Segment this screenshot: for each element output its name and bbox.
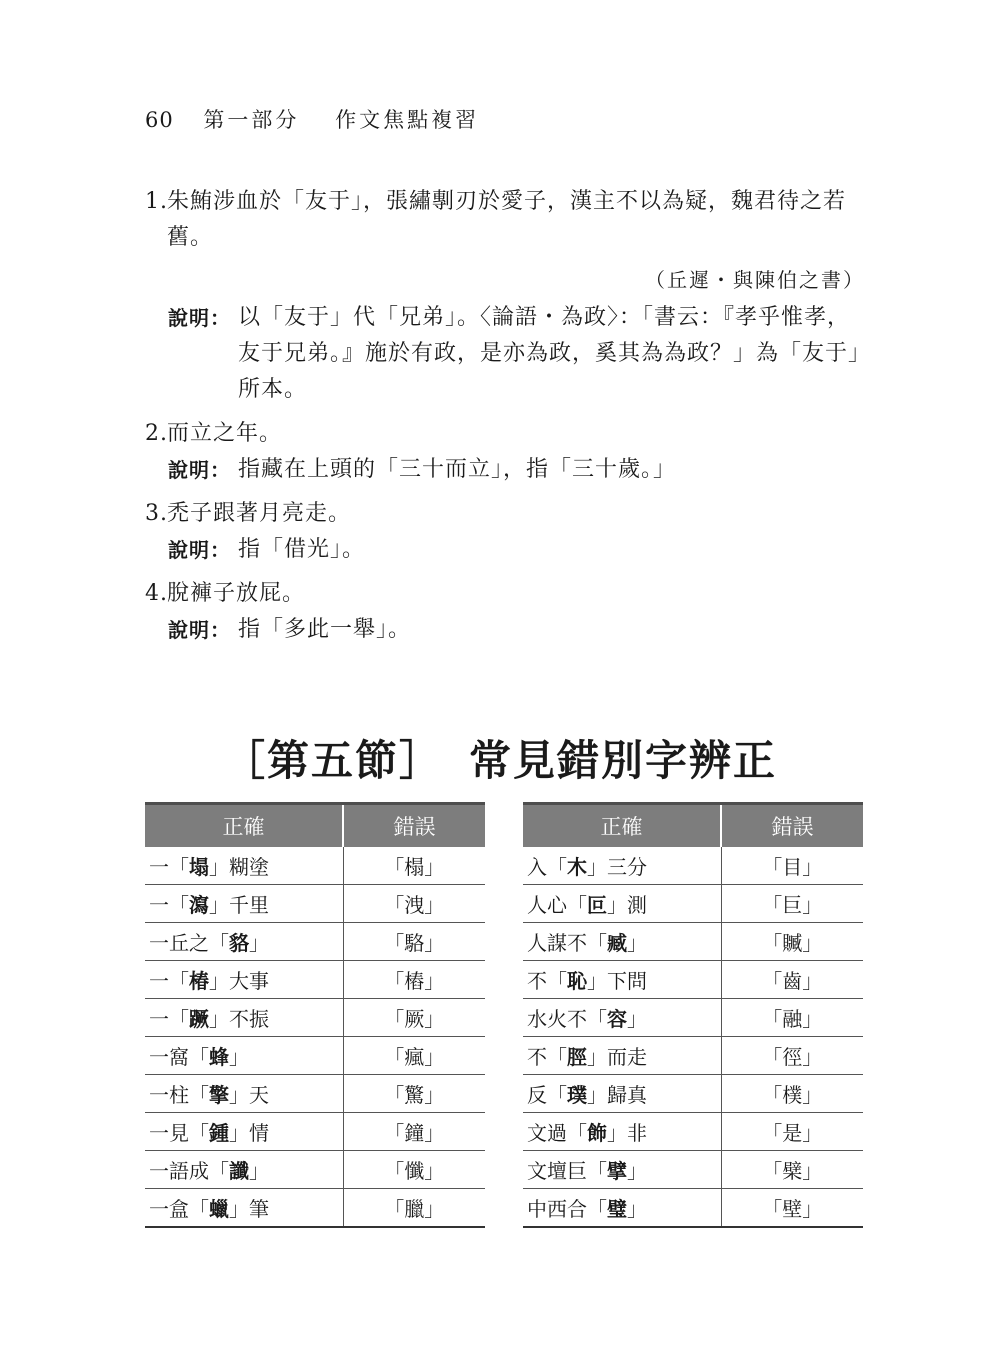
correct-phrase [145,1113,343,1151]
wrong-character: 「樸」 [721,1075,863,1113]
phrase-suffix: 」非 [607,1121,647,1145]
wrong-character: 「是」 [721,1113,863,1151]
table-row [145,961,485,999]
example-list [145,184,865,650]
correct-phrase [145,1075,343,1113]
key-character: 容 [607,1007,627,1031]
explanation-label: 說明： [168,618,231,642]
phrase-suffix: 」大事 [209,969,269,993]
explanation [145,532,865,568]
table-row [523,847,863,885]
key-character: 椿 [189,969,209,993]
key-character: 貉 [229,931,249,955]
phrase-prefix: 反「 [527,1083,567,1107]
key-character: 蠟 [209,1197,229,1221]
phrase-suffix: 」 [249,931,269,955]
column-header-correct: 正確 [523,804,721,848]
key-character: 璧 [607,1197,627,1221]
table-row [145,1075,485,1113]
wrong-character: 「檗」 [721,1151,863,1189]
phrase-prefix: 不「 [527,969,567,993]
chapter-topic: 作文焦點複習 [335,108,480,132]
table-row [523,1075,863,1113]
table-row [523,1113,863,1151]
phrase-prefix: 一「 [149,855,189,879]
correct-phrase [145,1151,343,1189]
table-row [145,1113,485,1151]
correct-phrase [145,1189,343,1228]
explanation-label: 說明： [168,538,231,562]
table-row [145,1037,485,1075]
item-number: 4. [145,581,168,606]
table-row [145,923,485,961]
explanation [145,612,865,648]
phrase-suffix: 」千里 [209,893,269,917]
phrase-suffix: 」三分 [587,855,647,879]
key-character: 脛 [567,1045,587,1069]
typo-table-left [145,802,485,1228]
section-heading [0,728,1000,788]
phrase-prefix: 文壇巨「 [527,1159,607,1183]
key-character: 瀉 [189,893,209,917]
section-number: ［第五節］ [222,736,443,785]
phrase-prefix: 一窩「 [149,1045,209,1069]
wrong-character: 「壁」 [721,1189,863,1228]
key-character: 擎 [209,1083,229,1107]
correct-phrase [145,961,343,999]
phrase-prefix: 水火不「 [527,1007,607,1031]
phrase-suffix: 」而走 [587,1045,647,1069]
explanation-text: 指「借光」。 [238,537,366,562]
wrong-character: 「徑」 [721,1037,863,1075]
phrase-suffix: 」 [627,1159,647,1183]
phrase-prefix: 一「 [149,1007,189,1031]
correct-phrase [523,885,721,923]
correct-phrase [145,1037,343,1075]
citation-source: （丘遲・與陳伯之書） [645,268,865,292]
key-character: 讖 [229,1159,249,1183]
phrase-suffix: 」 [229,1045,249,1069]
correct-phrase [523,1037,721,1075]
phrase-prefix: 一語成「 [149,1159,229,1183]
phrase-prefix: 一見「 [149,1121,209,1145]
key-character: 臧 [607,931,627,955]
key-character: 塌 [189,855,209,879]
correct-phrase [145,999,343,1037]
explanation [145,300,865,408]
phrase-suffix: 」情 [229,1121,269,1145]
wrong-character: 「臘」 [343,1189,485,1228]
key-character: 擘 [607,1159,627,1183]
phrase-suffix: 」 [249,1159,269,1183]
correct-phrase [523,1151,721,1189]
wrong-character: 「樁」 [343,961,485,999]
correct-phrase [523,1189,721,1228]
item-number: 2. [145,421,168,446]
table-row [523,1037,863,1075]
correct-phrase [145,847,343,885]
example-item-4 [145,576,865,648]
key-character: 飾 [587,1121,607,1145]
wrong-character: 「目」 [721,847,863,885]
wrong-character: 「懺」 [343,1151,485,1189]
table-row [145,847,485,885]
wrong-character: 「驚」 [343,1075,485,1113]
correct-phrase [523,961,721,999]
key-character: 蜂 [209,1045,229,1069]
explanation-label: 說明： [168,306,231,330]
explanation-text: 指藏在上頭的「三十而立」，指「三十歲。」 [238,457,677,482]
phrase-suffix: 」 [627,1007,647,1031]
table-row [145,999,485,1037]
part-title: 第一部分 [203,108,300,132]
phrase-suffix: 」歸真 [587,1083,647,1107]
wrong-character: 「駱」 [343,923,485,961]
item-text: 而立之年。 [167,421,283,446]
correct-phrase [523,847,721,885]
table-row [523,1189,863,1228]
wrong-character: 「巨」 [721,885,863,923]
explanation-text: 指「多此一舉」。 [238,617,412,642]
correct-phrase [523,1113,721,1151]
wrong-character: 「榻」 [343,847,485,885]
table-row [523,999,863,1037]
column-header-correct: 正確 [145,804,343,848]
item-text: 脫褲子放屁。 [167,581,306,606]
table-row [145,885,485,923]
column-header-wrong: 錯誤 [721,804,863,848]
example-item-1 [145,184,865,408]
key-character: 鍾 [209,1121,229,1145]
wrong-character: 「厥」 [343,999,485,1037]
key-character: 蹶 [189,1007,209,1031]
table-row [145,1151,485,1189]
item-number: 3. [145,501,168,526]
table-row [523,885,863,923]
example-item-3 [145,496,865,568]
phrase-prefix: 人心「 [527,893,587,917]
explanation [145,452,865,488]
phrase-prefix: 入「 [527,855,567,879]
phrase-suffix: 」 [627,931,647,955]
phrase-prefix: 一「 [149,893,189,917]
section-title: 常見錯別字辨正 [469,736,778,785]
correct-phrase [145,923,343,961]
running-header [145,104,479,134]
item-text: 禿子跟著月亮走。 [167,501,352,526]
phrase-suffix: 」不振 [209,1007,269,1031]
correct-phrase [523,923,721,961]
page-number: 60 [145,108,174,132]
phrase-prefix: 一「 [149,969,189,993]
table-row [523,923,863,961]
wrong-character: 「洩」 [343,885,485,923]
correct-phrase [145,885,343,923]
key-character: 璞 [567,1083,587,1107]
phrase-prefix: 文過「 [527,1121,587,1145]
phrase-prefix: 人謀不「 [527,931,607,955]
phrase-suffix: 」 [627,1197,647,1221]
phrase-suffix: 」糊塗 [209,855,269,879]
table-row [523,1151,863,1189]
item-number: 1. [145,189,168,214]
phrase-prefix: 一盒「 [149,1197,209,1221]
key-character: 木 [567,855,587,879]
phrase-suffix: 」筆 [229,1197,269,1221]
phrase-prefix: 不「 [527,1045,567,1069]
explanation-text: 以「友于」代「兄弟」。〈論語・為政〉：「書云：『孝乎惟孝，友于兄弟。』施於有政，是亦為政，奚其為為政？」為「友于」所本。 [238,305,861,402]
phrase-prefix: 一丘之「 [149,931,229,955]
phrase-suffix: 」測 [607,893,647,917]
phrase-prefix: 中西合「 [527,1197,607,1221]
table-row [523,961,863,999]
wrong-character: 「贓」 [721,923,863,961]
key-character: 叵 [587,893,607,917]
wrong-character: 「融」 [721,999,863,1037]
example-item-2 [145,416,865,488]
column-header-wrong: 錯誤 [343,804,485,848]
phrase-suffix: 」下問 [587,969,647,993]
key-character: 恥 [567,969,587,993]
typo-table-right [523,802,863,1228]
table-row [145,1189,485,1228]
item-text: 朱鮪涉血於「友于」，張繡剸刃於愛子，漢主不以為疑，魏君待之若舊。 [167,189,847,250]
correct-phrase [523,1075,721,1113]
wrong-character: 「齒」 [721,961,863,999]
wrong-character: 「鐘」 [343,1113,485,1151]
explanation-label: 說明： [168,458,231,482]
correct-phrase [523,999,721,1037]
wrong-character: 「瘋」 [343,1037,485,1075]
phrase-prefix: 一柱「 [149,1083,209,1107]
phrase-suffix: 」天 [229,1083,269,1107]
